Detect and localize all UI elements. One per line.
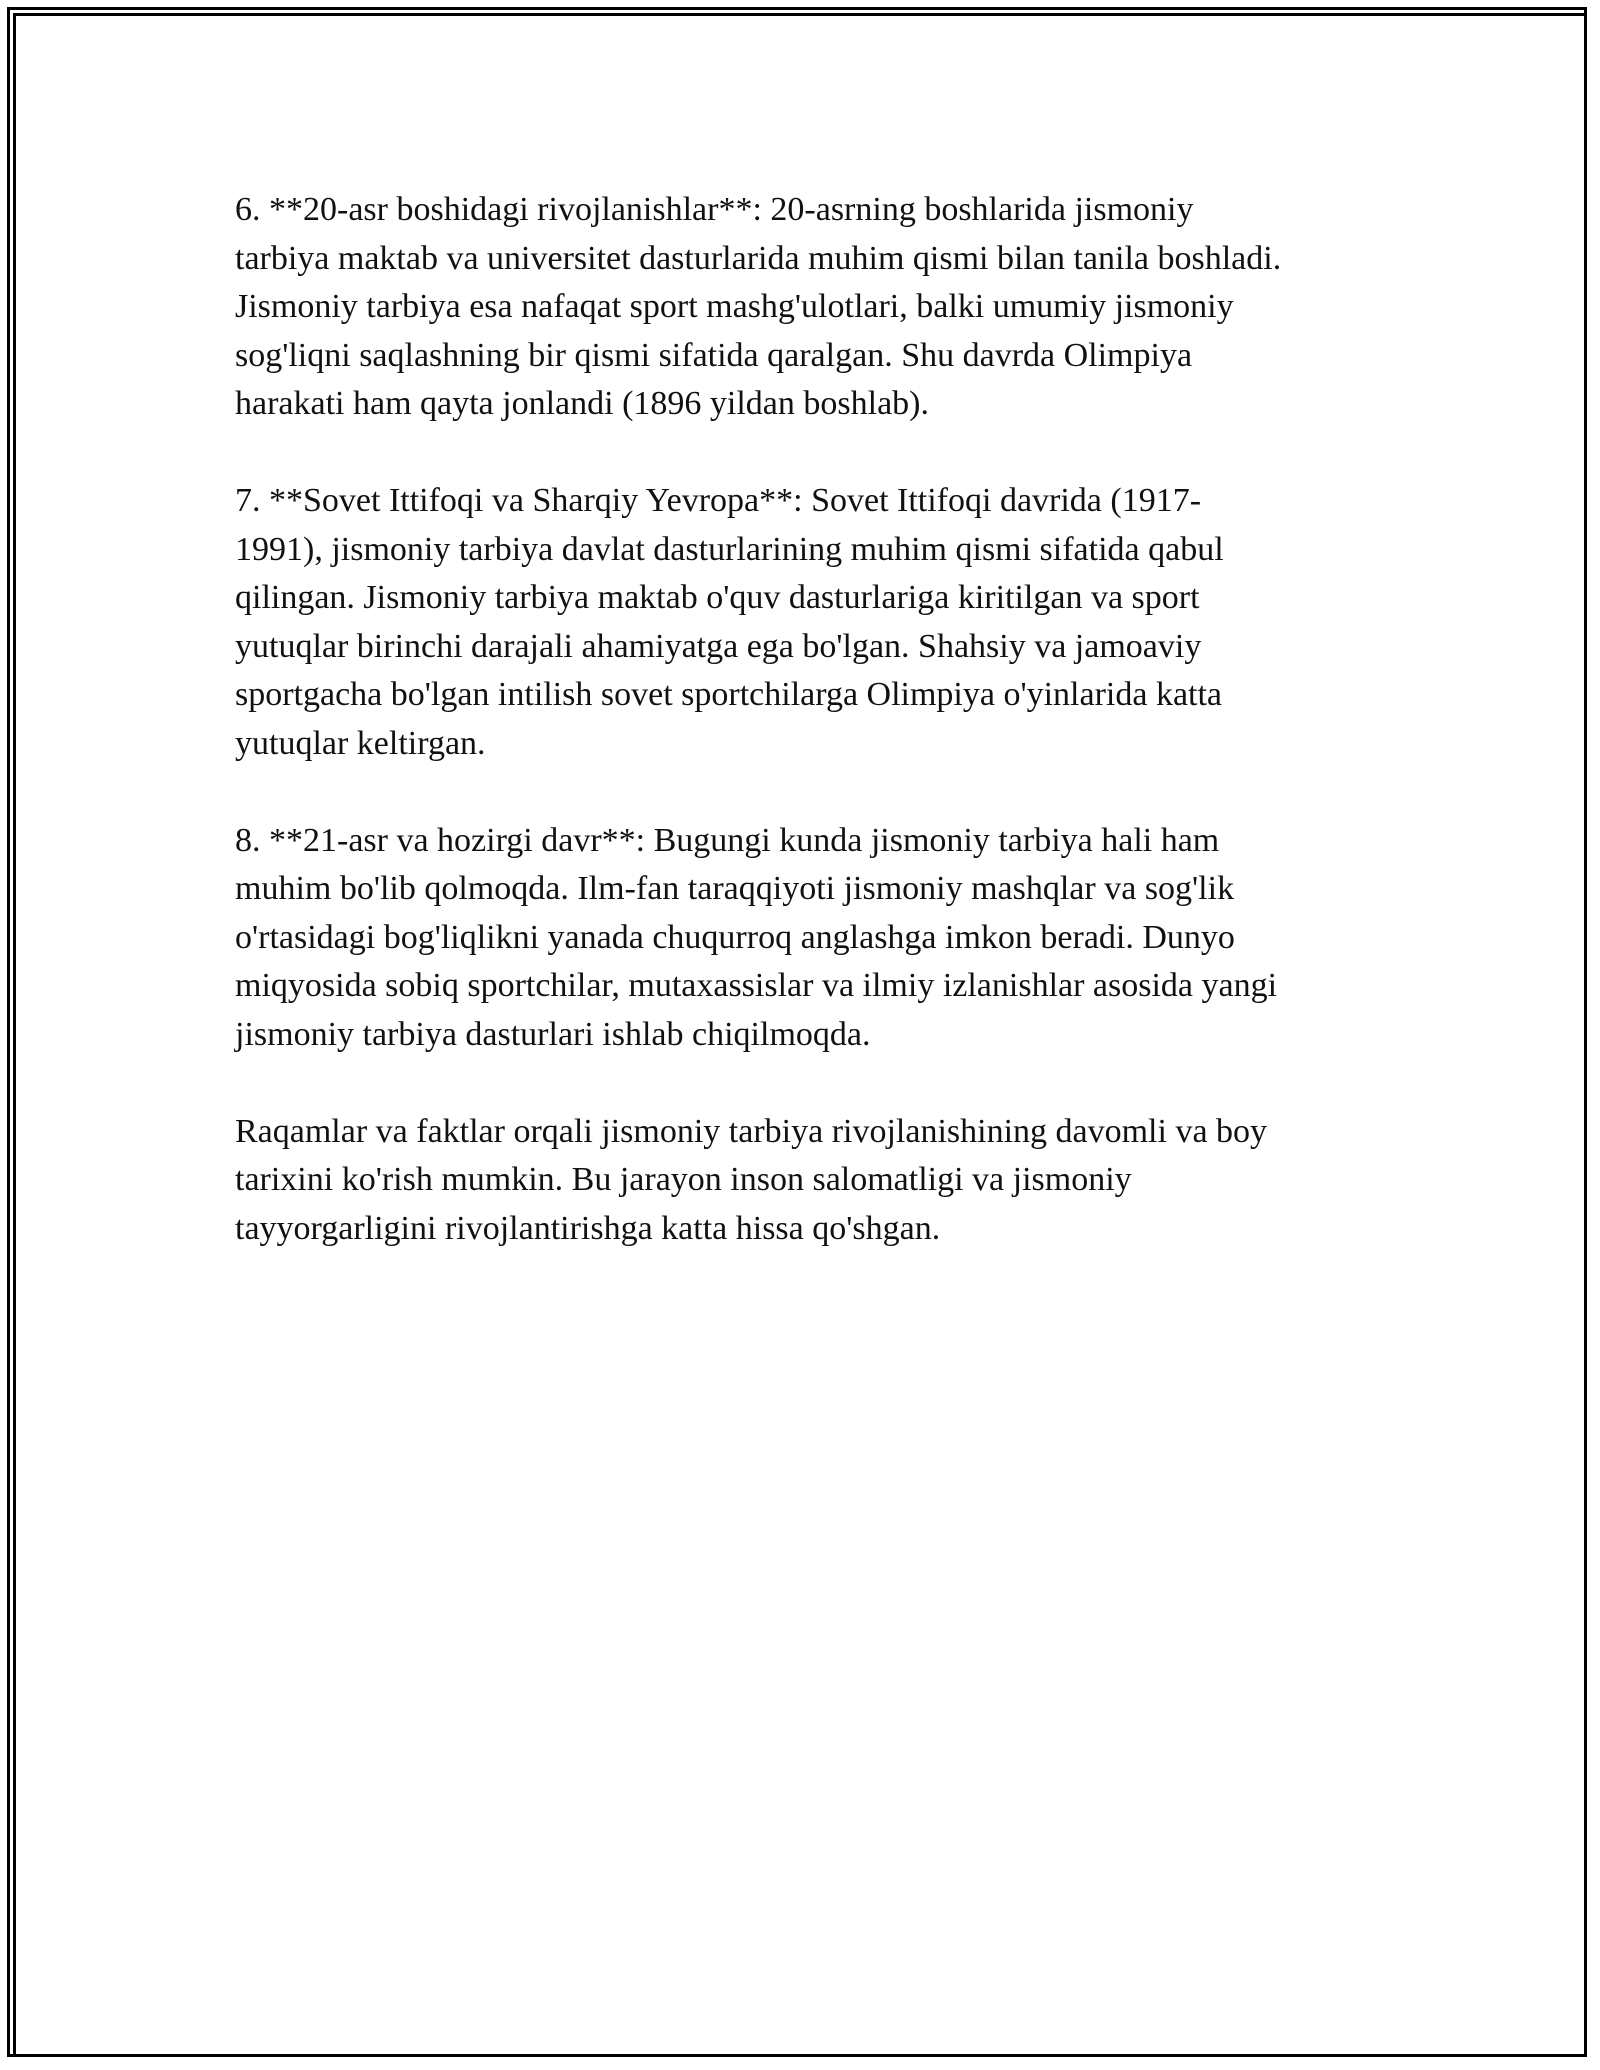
- paragraph-section-6: 6. **20-asr boshidagi rivojlanishlar**: 20-asrning boshlarida jismoniy tarbiya maktab va universitet dasturlarida muhim qismi bilan tanila boshladi. Jismoniy tarbiya esa nafaqat sport mashg'ulotlari, balki umumiy jismoniy sog'liqni saqlashning bir qismi sifatida qaralgan. Shu davrda Olimpiya harakati ham qayta jonlandi (1896 yildan boshlab).: [235, 191, 1282, 422]
- paragraph-section-7: 7. **Sovet Ittifoqi va Sharqiy Yevropa**: Sovet Ittifoqi davrida (1917- 1991), jismoniy tarbiya davlat dasturlarining muhim qismi sifatida qabul qilingan. Jismoniy tarbiya maktab o'quv dasturlariga kiritilgan va sport yutuqlar birinchi darajali ahamiyatga ega bo'lgan. Shahsiy va jamoaviy sportgacha bo'lgan intilish sovet sportchilarga Olimpiya o'yinlarida katta yutuqlar keltirgan.: [235, 482, 1224, 762]
- paragraph-section-8: 8. **21-asr va hozirgi davr**: Bugungi kunda jismoniy tarbiya hali ham muhim bo'lib qolmoqda. Ilm-fan taraqqiyoti jismoniy mashqlar va sog'lik o'rtasidagi bog'liqlikni yanada chuqurroq anglashga imkon beradi. Dunyo miqyosida sobiq sportchilar, mutaxassislar va ilmiy izlanishlar asosida yangi jismoniy tarbiya dasturlari ishlab chiqilmoqda.: [235, 821, 1278, 1053]
- paragraph-conclusion: Raqamlar va faktlar orqali jismoniy tarbiya rivojlanishining davomli va boy tarixini ko'rish mumkin. Bu jarayon inson salomatligi va jismoniy tayyorgarligini rivojlantirishga katta hissa qo'shgan.: [235, 1112, 1268, 1247]
- document-body: [235, 186, 1375, 1302]
